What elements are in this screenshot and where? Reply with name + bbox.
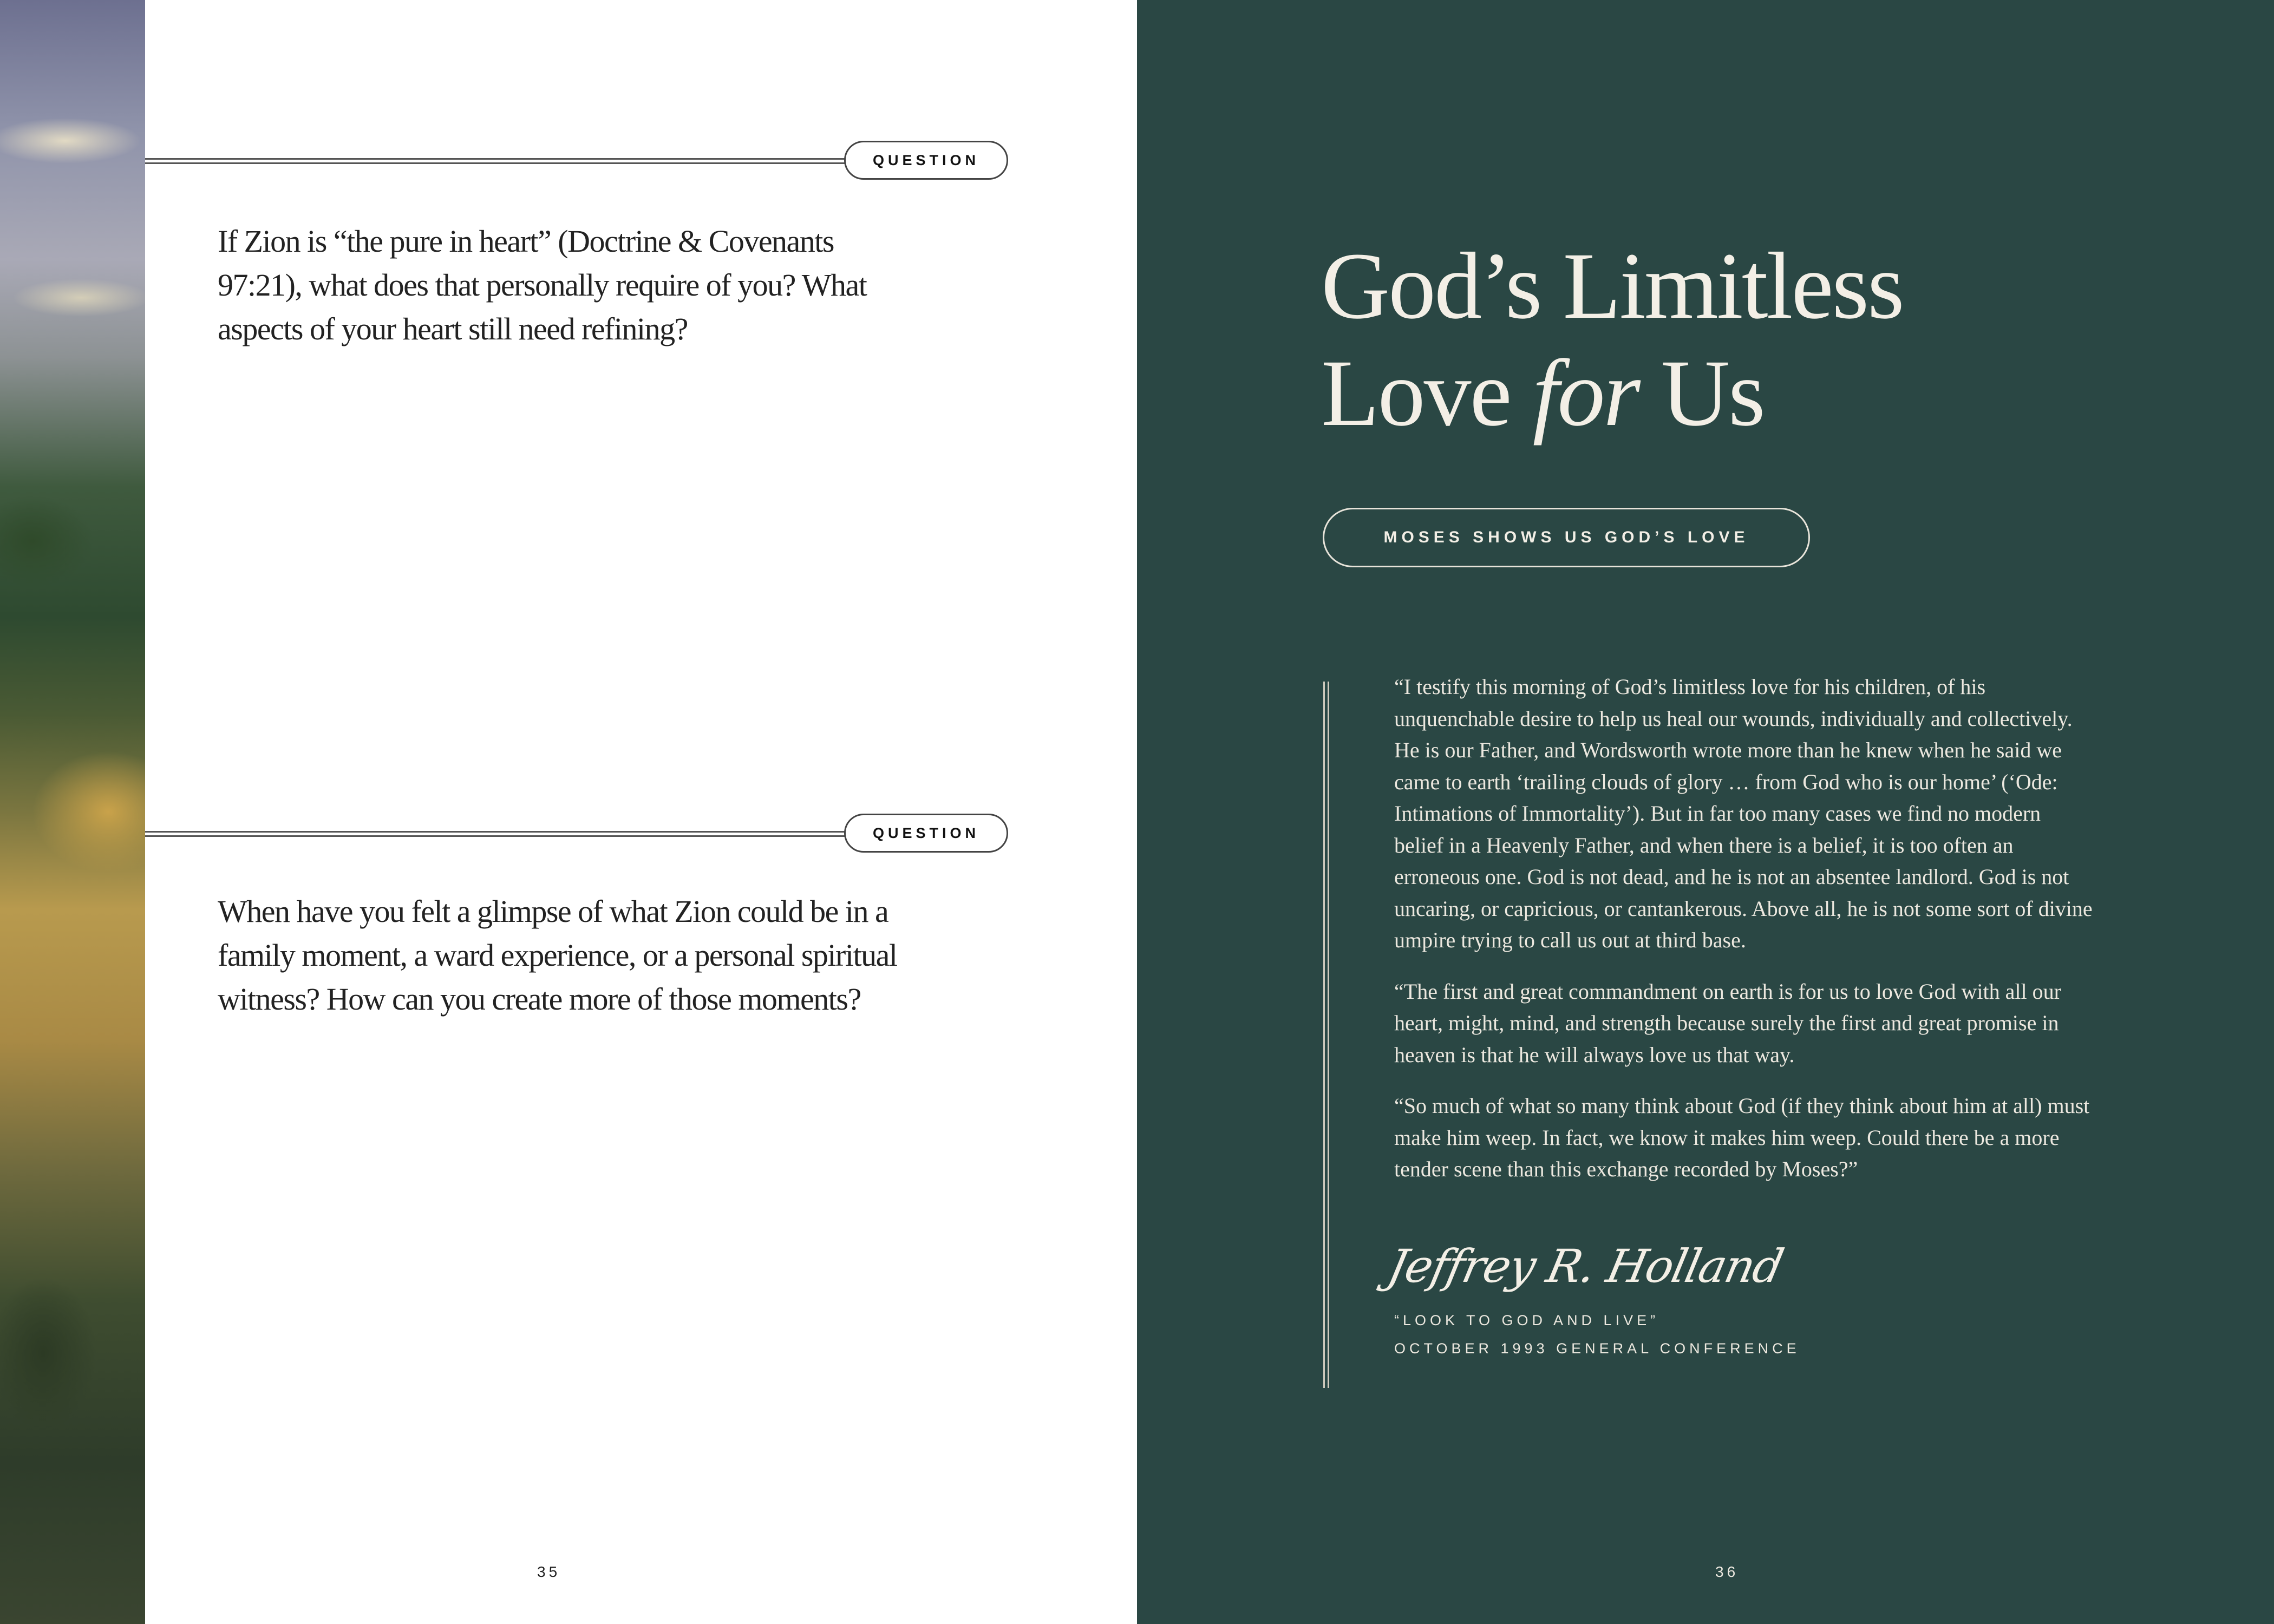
question-divider: [145, 158, 845, 164]
quote-paragraph: “So much of what so many think about God (if they think about him at all) must make him weep. In fact, we know it makes him weep. Could there be a more tender scene than this exchange recorded by Moses?”: [1394, 1093, 2090, 1181]
page-number: 36: [1715, 1563, 1739, 1580]
page-title: [1321, 233, 1903, 447]
page-number: 35: [537, 1563, 561, 1580]
question-label: QUESTION: [844, 814, 1008, 853]
signature: Jeffrey R. Holland: [1383, 1240, 1788, 1293]
quote-paragraph: “The first and great commandment on earth is for us to love God with all our heart, might, mind, and strength because surely the first and great promise in heaven is that he will always love us that way.: [1394, 979, 2061, 1067]
question-text: When have you felt a glimpse of what Zion could be in a family moment, a ward experience, or a personal spiritual witness? How can you create more of those moments?: [218, 894, 897, 1017]
landscape-painting: [0, 0, 145, 1624]
source-event: OCTOBER 1993 GENERAL CONFERENCE: [1394, 1340, 1800, 1357]
title-italic-word: for: [1532, 340, 1639, 446]
section-label: MOSES SHOWS US GOD’S LOVE: [1323, 508, 1810, 567]
quote-paragraph: “I testify this morning of God’s limitless love for his children, of his unquenchable desire to help us heal our wounds, individually and collectively. He is our Father, and Wordsworth wrote more than he knew when he said we came to earth ‘trailing clouds of glory … from God who is our home’ (‘Ode: Intimations of Immortality’). But in far too many cases we find no modern belief in a Heavenly Father, and when there is a belief, it is too often an erroneous one. God is not dead, and he is not an absentee landlord. God is not uncaring, or capricious, or cantankerous. Above all, he is not some sort of divine umpire trying to call us out at third base.: [1394, 675, 2093, 952]
quote-rule: [1323, 682, 1329, 1388]
question-text: If Zion is “the pure in heart” (Doctrine & Covenants 97:21), what does that personally require of you? What aspects of your heart still need refining?: [218, 224, 867, 346]
title-line-1: God’s Limitless: [1321, 233, 1903, 339]
title-line-2-end: Us: [1639, 340, 1764, 446]
title-line-2-start: Love: [1321, 340, 1533, 446]
quote-block: [1394, 671, 2093, 1205]
question-label: QUESTION: [844, 141, 1008, 180]
source-title: “LOOK TO GOD AND LIVE”: [1394, 1312, 1659, 1328]
question-divider: [145, 831, 845, 837]
